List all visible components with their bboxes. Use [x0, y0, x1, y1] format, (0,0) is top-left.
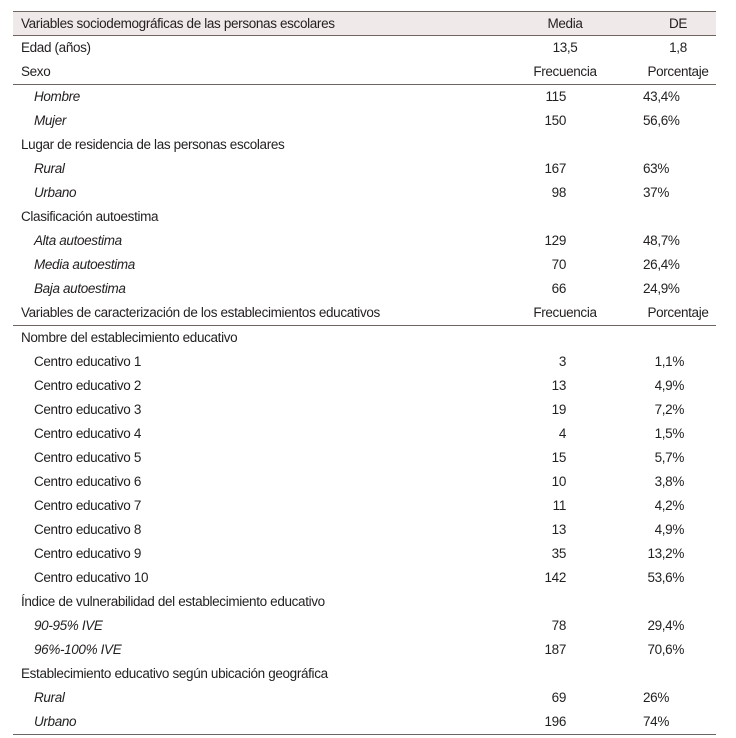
cell-freq: 98 [551, 185, 566, 200]
cell-pct: 37% [643, 185, 669, 200]
row-label: Centro educativo 2 [34, 378, 142, 393]
row-label: Centro educativo 8 [34, 522, 142, 537]
cell-freq: 129 [544, 233, 566, 248]
row-label: 96%-100% IVE [34, 642, 122, 657]
table-row [13, 710, 716, 735]
table-row [13, 398, 716, 422]
row-label: Rural [34, 161, 65, 176]
group-label: Sexo [21, 64, 51, 79]
cell-pct: 56,6% [643, 113, 680, 128]
row-label: Edad (años) [21, 40, 91, 55]
cell-freq: 3 [558, 354, 566, 369]
row-label: Rural [34, 690, 65, 705]
row-label: Baja autoestima [34, 281, 126, 296]
table-row [13, 446, 716, 470]
row-label: Mujer [34, 113, 67, 128]
cell-pct: 53,6% [647, 570, 684, 585]
cell-pct: 1,1% [654, 354, 684, 369]
cell-pct: 63% [643, 161, 669, 176]
table-header-row [13, 11, 716, 36]
row-label: Centro educativo 3 [34, 402, 142, 417]
cell-pct: 24,9% [643, 281, 680, 296]
row-label: Centro educativo 4 [34, 426, 142, 441]
cell-media: 13,5 [552, 40, 578, 55]
group-label: Establecimiento educativo según ubicación geográfica [21, 666, 328, 681]
cell-de: 1,8 [669, 40, 687, 55]
cell-freq: 13 [551, 378, 566, 393]
table-row [13, 614, 716, 638]
cell-pct: 4,9% [654, 378, 684, 393]
table-row [13, 229, 716, 253]
cell-pct: 43,4% [643, 89, 680, 104]
cell-freq: 15 [551, 450, 566, 465]
row-label: Centro educativo 6 [34, 474, 142, 489]
cell-freq: 150 [544, 113, 566, 128]
group-label: Nombre del establecimiento educativo [21, 330, 238, 345]
col-frecuencia-label: Frecuencia [533, 305, 597, 320]
cell-freq: 196 [544, 714, 566, 729]
group-label: Lugar de residencia de las personas escolares [21, 137, 285, 152]
table-row [13, 157, 716, 181]
group-row-vulnerabilidad [13, 590, 716, 614]
table-row [13, 542, 716, 566]
table-row [13, 350, 716, 374]
cell-freq: 10 [551, 474, 566, 489]
table-row [13, 470, 716, 494]
cell-freq: 4 [558, 426, 566, 441]
row-label: Centro educativo 10 [34, 570, 149, 585]
sociodemographic-table [13, 11, 716, 735]
table-row [13, 374, 716, 398]
cell-freq: 13 [551, 522, 566, 537]
cell-pct: 70,6% [647, 642, 684, 657]
row-label: Urbano [34, 185, 77, 200]
section-label: Variables de caracterización de los establecimientos educativos [21, 305, 380, 320]
cell-pct: 48,7% [643, 233, 680, 248]
header-label: Variables sociodemográficas de las personas escolares [21, 16, 335, 31]
header-col-media: Media [547, 16, 583, 31]
cell-pct: 4,9% [654, 522, 684, 537]
cell-pct: 29,4% [647, 618, 684, 633]
cell-pct: 26% [643, 690, 669, 705]
row-label: Media autoestima [34, 257, 135, 272]
cell-freq: 35 [551, 546, 566, 561]
table-row-edad [13, 36, 716, 60]
group-row-autoestima [13, 205, 716, 229]
cell-freq: 66 [551, 281, 566, 296]
cell-freq: 69 [551, 690, 566, 705]
row-label: Hombre [34, 89, 80, 104]
table-row [13, 422, 716, 446]
cell-freq: 115 [545, 89, 566, 104]
row-label: Centro educativo 5 [34, 450, 142, 465]
cell-freq: 19 [551, 402, 566, 417]
row-label: Urbano [34, 714, 77, 729]
group-label: Clasificación autoestima [21, 209, 159, 224]
group-label: Índice de vulnerabilidad del establecimiento educativo [21, 594, 325, 609]
table-row [13, 109, 716, 133]
table-row [13, 277, 716, 301]
group-row-ubicacion [13, 662, 716, 686]
cell-pct: 1,5% [654, 426, 684, 441]
cell-pct: 5,7% [654, 450, 684, 465]
cell-pct: 26,4% [643, 257, 680, 272]
row-label: 90-95% IVE [34, 618, 103, 633]
table-row [13, 566, 716, 590]
cell-pct: 13,2% [647, 546, 684, 561]
cell-freq: 78 [551, 618, 566, 633]
cell-freq: 187 [544, 642, 566, 657]
row-label: Alta autoestima [34, 233, 122, 248]
cell-pct: 7,2% [654, 402, 684, 417]
col-porcentaje-label: Porcentaje [647, 305, 709, 320]
table-row [13, 85, 716, 109]
cell-freq: 142 [544, 570, 566, 585]
row-label: Centro educativo 1 [34, 354, 142, 369]
col-porcentaje-label: Porcentaje [647, 64, 709, 79]
group-row-nombre [13, 326, 716, 350]
cell-freq: 167 [544, 161, 566, 176]
row-label: Centro educativo 7 [34, 498, 142, 513]
row-label: Centro educativo 9 [34, 546, 142, 561]
table-row [13, 494, 716, 518]
table-row [13, 686, 716, 710]
cell-pct: 3,8% [654, 474, 684, 489]
cell-freq: 70 [551, 257, 566, 272]
section-header-establecimientos [13, 301, 716, 326]
cell-pct: 74% [643, 714, 669, 729]
cell-pct: 4,2% [654, 498, 684, 513]
table-row [13, 518, 716, 542]
table-row [13, 253, 716, 277]
table-row [13, 638, 716, 662]
header-col-de: DE [668, 16, 688, 31]
table-row [13, 181, 716, 205]
cell-freq: 11 [552, 498, 566, 513]
col-frecuencia-label: Frecuencia [533, 64, 597, 79]
group-row-residencia [13, 133, 716, 157]
table-row-sexo [13, 60, 716, 85]
